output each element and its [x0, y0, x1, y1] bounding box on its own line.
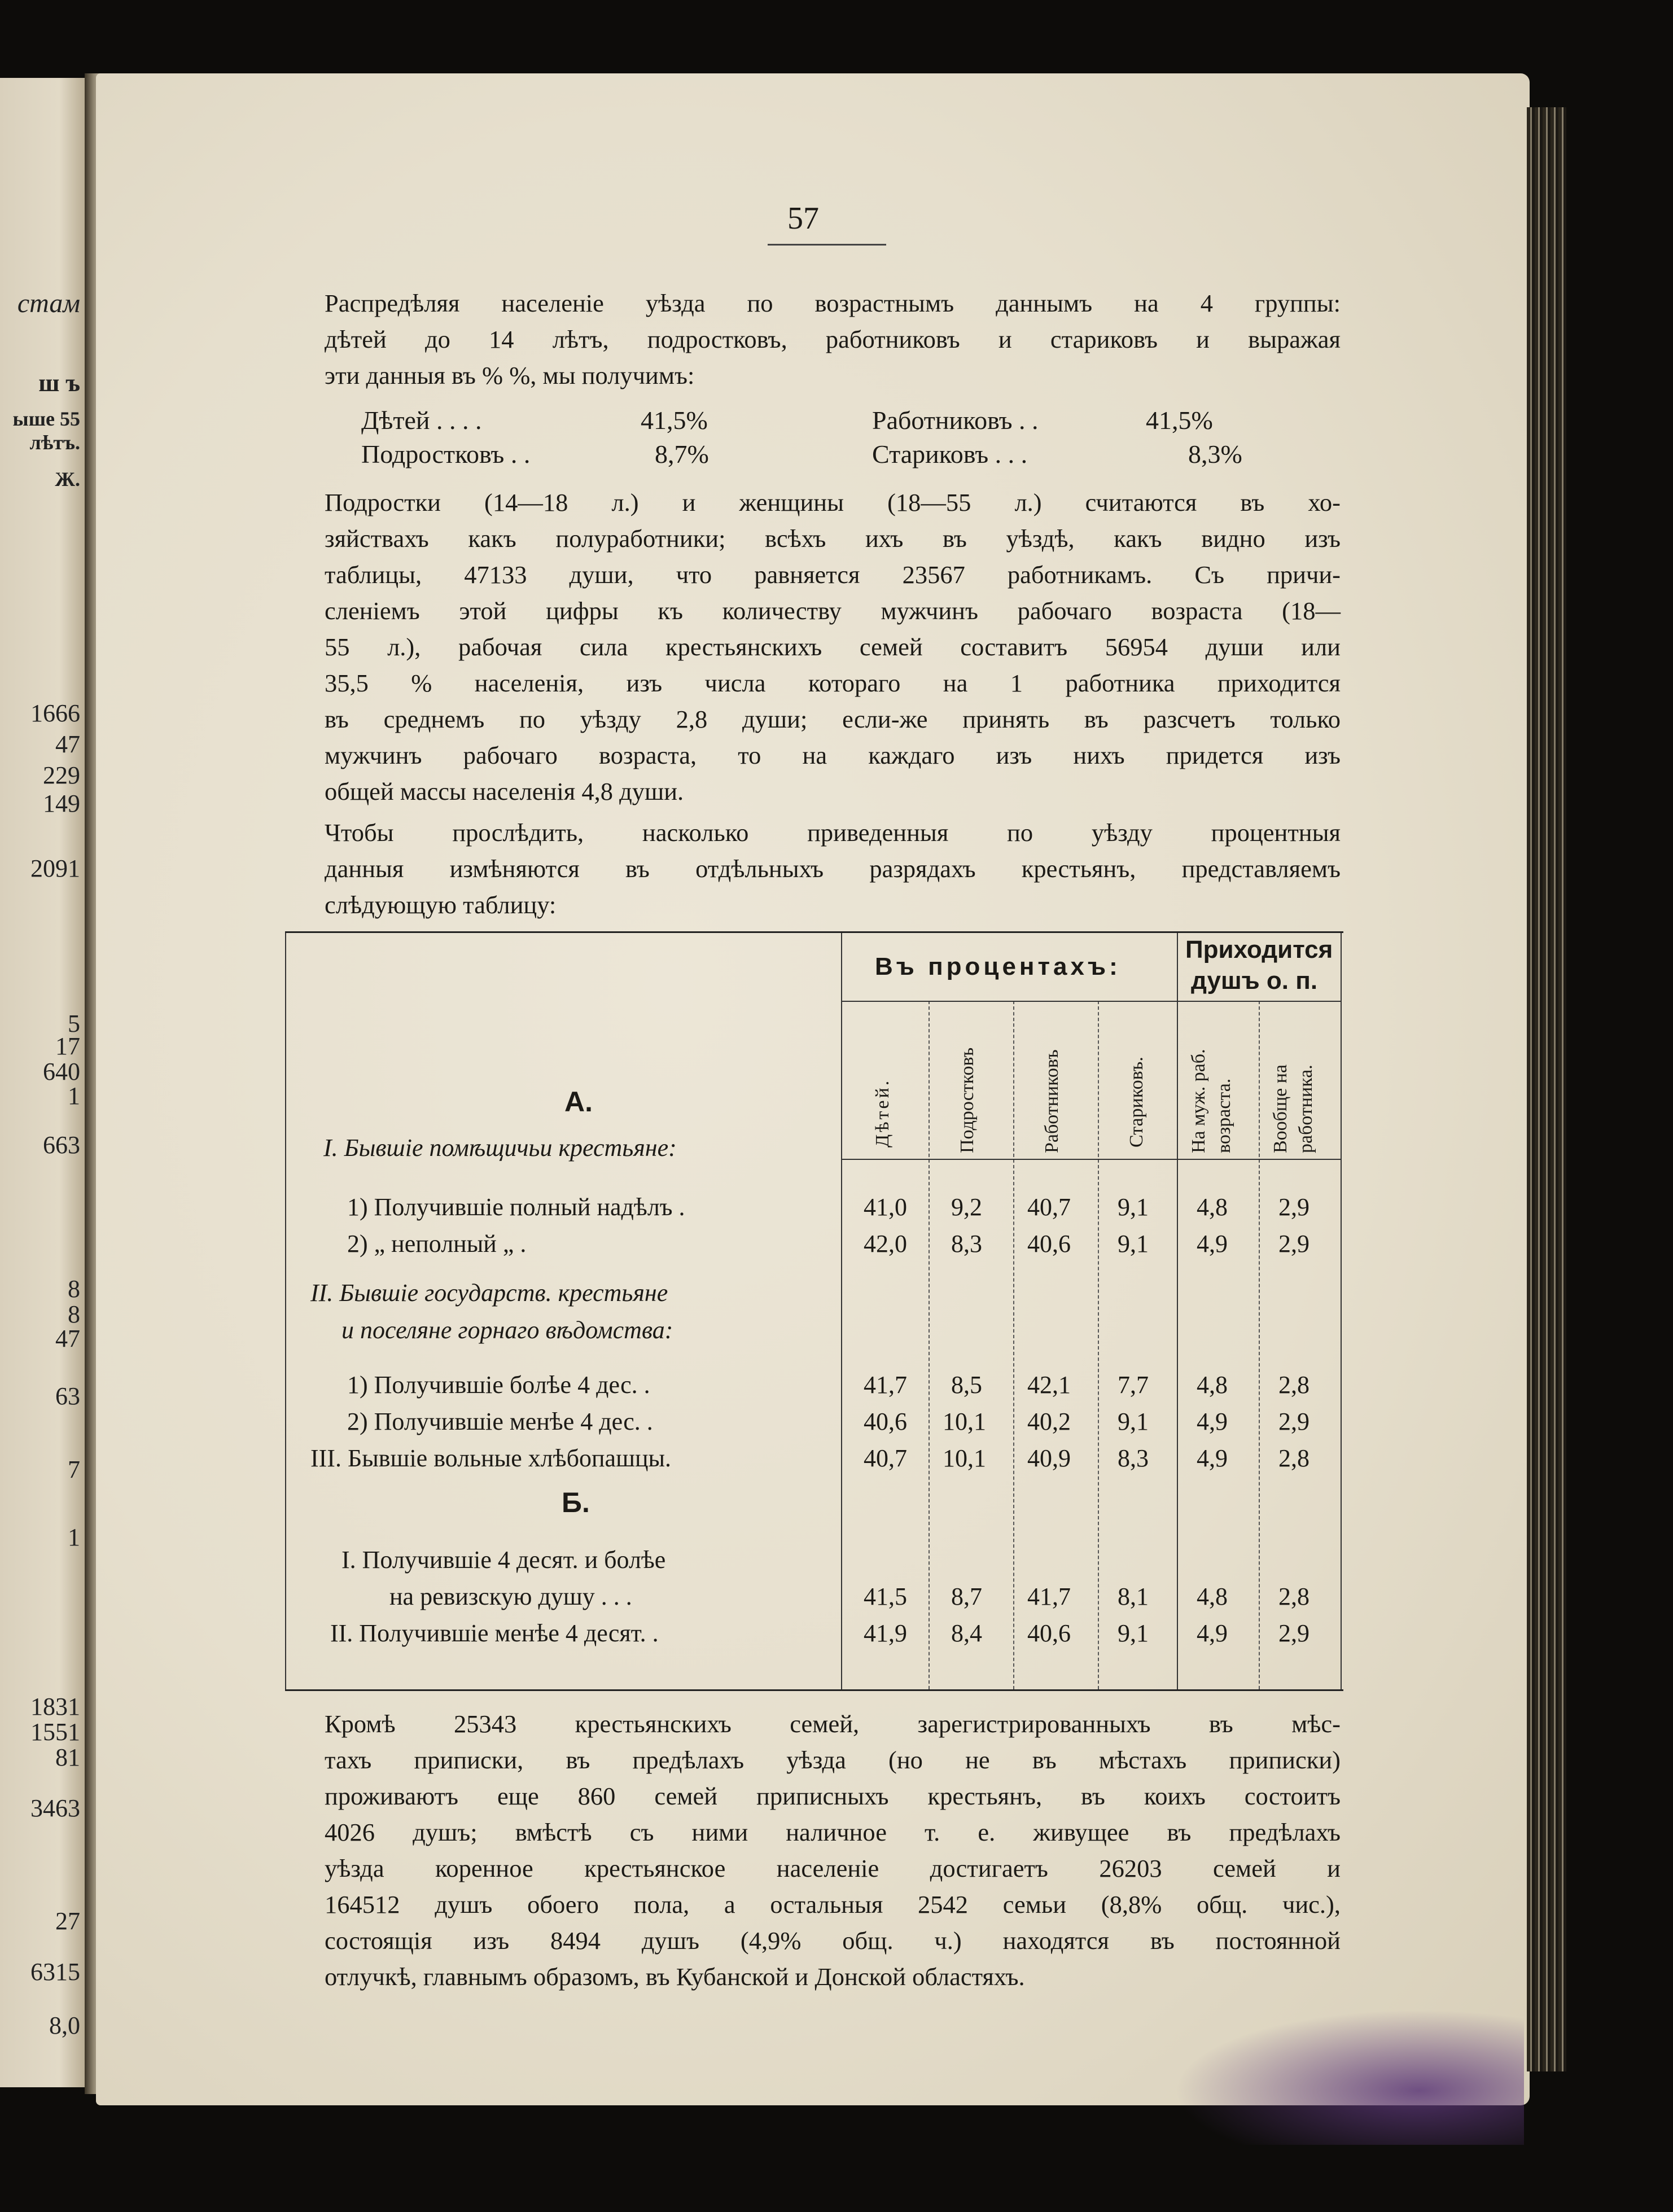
cell-children: 41,9: [864, 1619, 907, 1647]
table-divider: [929, 1001, 930, 1689]
text-line: Подростки (14—18 л.) и женщины (18—55 л.) считаются въ хо-: [325, 488, 1341, 516]
text-line: общей массы населенія 4,8 души.: [325, 777, 684, 805]
text-line: 4026 душъ; вмѣстѣ съ ними наличное т. е. живущее въ предѣлахъ: [325, 1818, 1341, 1846]
col-per-worker-header-2: работника.: [1295, 1065, 1316, 1153]
page-number: 57: [787, 201, 819, 236]
cell-teens: 8,3: [951, 1230, 982, 1258]
cell-workers: 42,1: [1027, 1371, 1071, 1399]
cell-teens: 10,1: [943, 1444, 986, 1472]
text-line: уѣзда коренное крестьянское населеніе достигаетъ 26203 семей и: [325, 1854, 1341, 1882]
cell-per-male: 4,8: [1197, 1583, 1228, 1610]
children-value: 41,5%: [641, 406, 708, 435]
left-fragment: 5: [68, 1010, 80, 1037]
elders-value: 8,3%: [1188, 440, 1242, 468]
cell-per-worker: 2,8: [1278, 1371, 1310, 1399]
teens-value: 8,7%: [655, 440, 709, 468]
table-divider: [1013, 1001, 1014, 1689]
children-label: Дѣтей . . . .: [361, 406, 482, 435]
left-fragment: 47: [55, 1325, 80, 1352]
cell-elders: 8,1: [1118, 1583, 1149, 1610]
left-fragment: 47: [55, 730, 80, 758]
col-teens-header: Подростковъ: [957, 1047, 978, 1153]
text-line: 55 л.), рабочая сила крестьянскихъ семей составитъ 56954 души или: [325, 633, 1341, 661]
row-label: 1) Получившіе полный надѣлъ .: [347, 1193, 685, 1221]
header-per: Приходится: [1185, 936, 1333, 963]
cell-per-male: 4,8: [1197, 1193, 1228, 1221]
left-fragment: 663: [43, 1131, 80, 1159]
left-fragment: ыше 55: [12, 408, 80, 430]
cell-workers: 41,7: [1027, 1583, 1071, 1610]
cell-per-worker: 2,8: [1278, 1583, 1310, 1610]
text-line: состоящія изъ 8494 душъ (4,9% общ. ч.) находятся въ постоянной: [325, 1926, 1341, 1955]
left-fragment: 1551: [30, 1718, 80, 1746]
left-fragment: 149: [43, 790, 80, 817]
table-divider: [841, 933, 842, 1689]
cell-children: 41,7: [864, 1371, 907, 1399]
workers-value: 41,5%: [1146, 406, 1213, 435]
col-per-male-header: На муж. раб.: [1188, 1049, 1209, 1153]
col-workers-header: Работниковъ: [1041, 1049, 1062, 1153]
left-fragment: 2091: [30, 855, 80, 882]
closing-paragraph: [325, 1706, 1341, 1995]
cell-per-male: 4,9: [1197, 1619, 1228, 1647]
left-fragment: Ж.: [55, 468, 80, 490]
left-fragment: 7: [68, 1456, 80, 1483]
text-line: 35,5 % населенія, изъ числа котораго на 1 работника приходится: [325, 669, 1341, 697]
row-label: II. Получившіе менѣе 4 десят. .: [330, 1619, 659, 1647]
cell-per-worker: 2,8: [1278, 1444, 1310, 1472]
cell-per-worker: 2,9: [1278, 1619, 1310, 1647]
cell-teens: 9,2: [951, 1193, 982, 1221]
cell-per-male: 4,8: [1197, 1371, 1228, 1399]
text-line: тахъ приписки, въ предѣлахъ уѣзда (но не въ мѣстахъ приписки): [325, 1746, 1341, 1774]
col-per-male-header-2: возраста.: [1214, 1078, 1234, 1153]
table-intro-paragraph: [325, 814, 1341, 923]
header-percent: Въ процентахъ:: [875, 953, 1121, 980]
cell-teens: 8,4: [951, 1619, 982, 1647]
text-line: 164512 душъ обоего пола, а остальныя 2542 семьи (8,8% общ. чис.),: [325, 1890, 1341, 1918]
col-children-header: Дѣтей.: [872, 1078, 893, 1147]
previous-page-edge: [0, 78, 85, 2087]
left-fragment: 17: [55, 1032, 80, 1060]
text-line: таблицы, 47133 души, что равняется 23567 работникамъ. Съ причи-: [325, 560, 1341, 589]
cell-elders: 9,1: [1118, 1619, 1149, 1647]
cell-elders: 7,7: [1118, 1371, 1149, 1399]
table-rule: [841, 1159, 1341, 1160]
left-fragment: 1831: [30, 1693, 80, 1720]
left-fragment: 63: [55, 1382, 80, 1410]
workers-label: Работниковъ . .: [872, 406, 1039, 435]
section-b: Б.: [562, 1487, 590, 1518]
cell-elders: 8,3: [1118, 1444, 1149, 1472]
page-number-rule: [768, 244, 886, 246]
cell-workers: 40,2: [1027, 1408, 1071, 1435]
table-border: [285, 933, 286, 1689]
cell-children: 42,0: [864, 1230, 907, 1258]
row-label: 1) Получившіе болѣе 4 дес. .: [347, 1371, 650, 1399]
cell-elders: 9,1: [1118, 1230, 1149, 1258]
text-line: проживаютъ еще 860 семей приписныхъ крестьянъ, въ коихъ состоитъ: [325, 1782, 1341, 1810]
col-per-worker-header: Вообще на: [1270, 1064, 1291, 1153]
cell-elders: 9,1: [1118, 1193, 1149, 1221]
cell-workers: 40,7: [1027, 1193, 1071, 1221]
left-fragment: 1: [68, 1523, 80, 1551]
cell-workers: 40,6: [1027, 1230, 1071, 1258]
row-label: 2) Получившіе менѣе 4 дес. .: [347, 1408, 653, 1435]
text-line: зяйствахъ какъ полуработники; всѣхъ ихъ въ уѣздѣ, какъ видно изъ: [325, 524, 1341, 553]
section-a: А.: [564, 1086, 593, 1118]
row-label: на ревизскую душу . . .: [389, 1583, 632, 1610]
table-rule: [841, 1001, 1341, 1002]
cell-per-male: 4,9: [1197, 1444, 1228, 1472]
text-line: сленіемъ этой цифры къ количеству мужчинъ рабочаго возраста (18—: [325, 597, 1341, 625]
cell-per-male: 4,9: [1197, 1408, 1228, 1435]
left-fragment: 640: [43, 1058, 80, 1085]
cell-children: 40,7: [864, 1444, 907, 1472]
left-fragment: лѣтъ.: [29, 431, 80, 454]
cell-per-worker: 2,9: [1278, 1230, 1310, 1258]
col-elders-header: Стариковъ.: [1126, 1057, 1147, 1147]
text-line: эти данныя въ % %, мы получимъ:: [325, 361, 695, 389]
cell-children: 41,0: [864, 1193, 907, 1221]
cell-children: 41,5: [864, 1583, 907, 1610]
teens-label: Подростковъ . .: [361, 440, 531, 468]
row-label: III. Бывшіе вольные хлѣбопашцы.: [310, 1444, 672, 1472]
text-line: данныя измѣняются въ отдѣльныхъ разрядахъ крестьянъ, представляемъ: [325, 855, 1341, 883]
cell-teens: 8,7: [951, 1583, 982, 1610]
working-force-paragraph: [325, 484, 1341, 809]
left-fragment: 81: [55, 1744, 80, 1771]
header-per-2: душъ о. п.: [1191, 967, 1318, 995]
cell-workers: 40,6: [1027, 1619, 1071, 1647]
cell-children: 40,6: [864, 1408, 907, 1435]
cell-workers: 40,9: [1027, 1444, 1071, 1472]
left-fragment: 1: [68, 1082, 80, 1110]
cell-teens: 8,5: [951, 1371, 982, 1399]
left-fragment: 6315: [30, 1958, 80, 1986]
cell-teens: 10,1: [943, 1408, 986, 1435]
table-divider: [1177, 933, 1178, 1689]
text-line: слѣдующую таблицу:: [325, 891, 557, 919]
group-title: I. Бывшіе помѣщичьи крестьяне:: [323, 1134, 677, 1162]
cell-per-worker: 2,9: [1278, 1408, 1310, 1435]
text-line: отлучкѣ, главнымъ образомъ, въ Кубанской и Донской областяхъ.: [325, 1963, 1025, 1991]
left-fragment: 8: [68, 1300, 80, 1328]
left-fragment: 8: [68, 1275, 80, 1303]
cell-per-male: 4,9: [1197, 1230, 1228, 1258]
text-line: Распредѣляя населеніе уѣзда по возрастнымъ даннымъ на 4 группы:: [325, 289, 1341, 317]
left-fragment: 1666: [30, 699, 80, 727]
cell-per-worker: 2,9: [1278, 1193, 1310, 1221]
left-fragment: 27: [55, 1907, 80, 1935]
intro-paragraph: [325, 285, 1341, 393]
table-divider: [1259, 1001, 1260, 1689]
text-line: въ среднемъ по уѣзду 2,8 души; если-же принять въ разсчетъ только: [325, 705, 1341, 733]
distribution-table: [285, 931, 1343, 1691]
table-divider: [1098, 1001, 1099, 1689]
row-label: 2) „ неполный „ .: [347, 1230, 527, 1258]
group-title: II. Бывшіе государств. крестьяне: [310, 1279, 668, 1307]
elders-label: Стариковъ . . .: [872, 440, 1028, 468]
row-label: I. Получившіе 4 десят. и болѣе: [341, 1546, 666, 1574]
left-fragment: 8,0: [49, 2012, 80, 2039]
table-border: [1341, 933, 1342, 1689]
page-stack-edge: [1527, 107, 1566, 2071]
text-line: Кромѣ 25343 крестьянскихъ семей, зарегистрированныхъ въ мѣс-: [325, 1710, 1341, 1738]
cell-elders: 9,1: [1118, 1408, 1149, 1435]
group-title: и поселяне горнаго вѣдомства:: [341, 1316, 673, 1344]
left-fragment: 229: [43, 761, 80, 789]
text-line: мужчинъ рабочаго возраста, то на каждаго изъ нихъ придется изъ: [325, 741, 1341, 769]
text-line: Чтобы прослѣдить, насколько приведенныя по уѣзду процентныя: [325, 818, 1341, 847]
left-fragment: 3463: [30, 1794, 80, 1822]
ink-stamp-smudge: [1174, 2009, 1524, 2145]
text-line: дѣтей до 14 лѣтъ, подростковъ, работниковъ и стариковъ и выражая: [325, 325, 1341, 353]
left-fragment: стам: [17, 288, 80, 318]
left-fragment: ш ъ: [38, 369, 80, 397]
